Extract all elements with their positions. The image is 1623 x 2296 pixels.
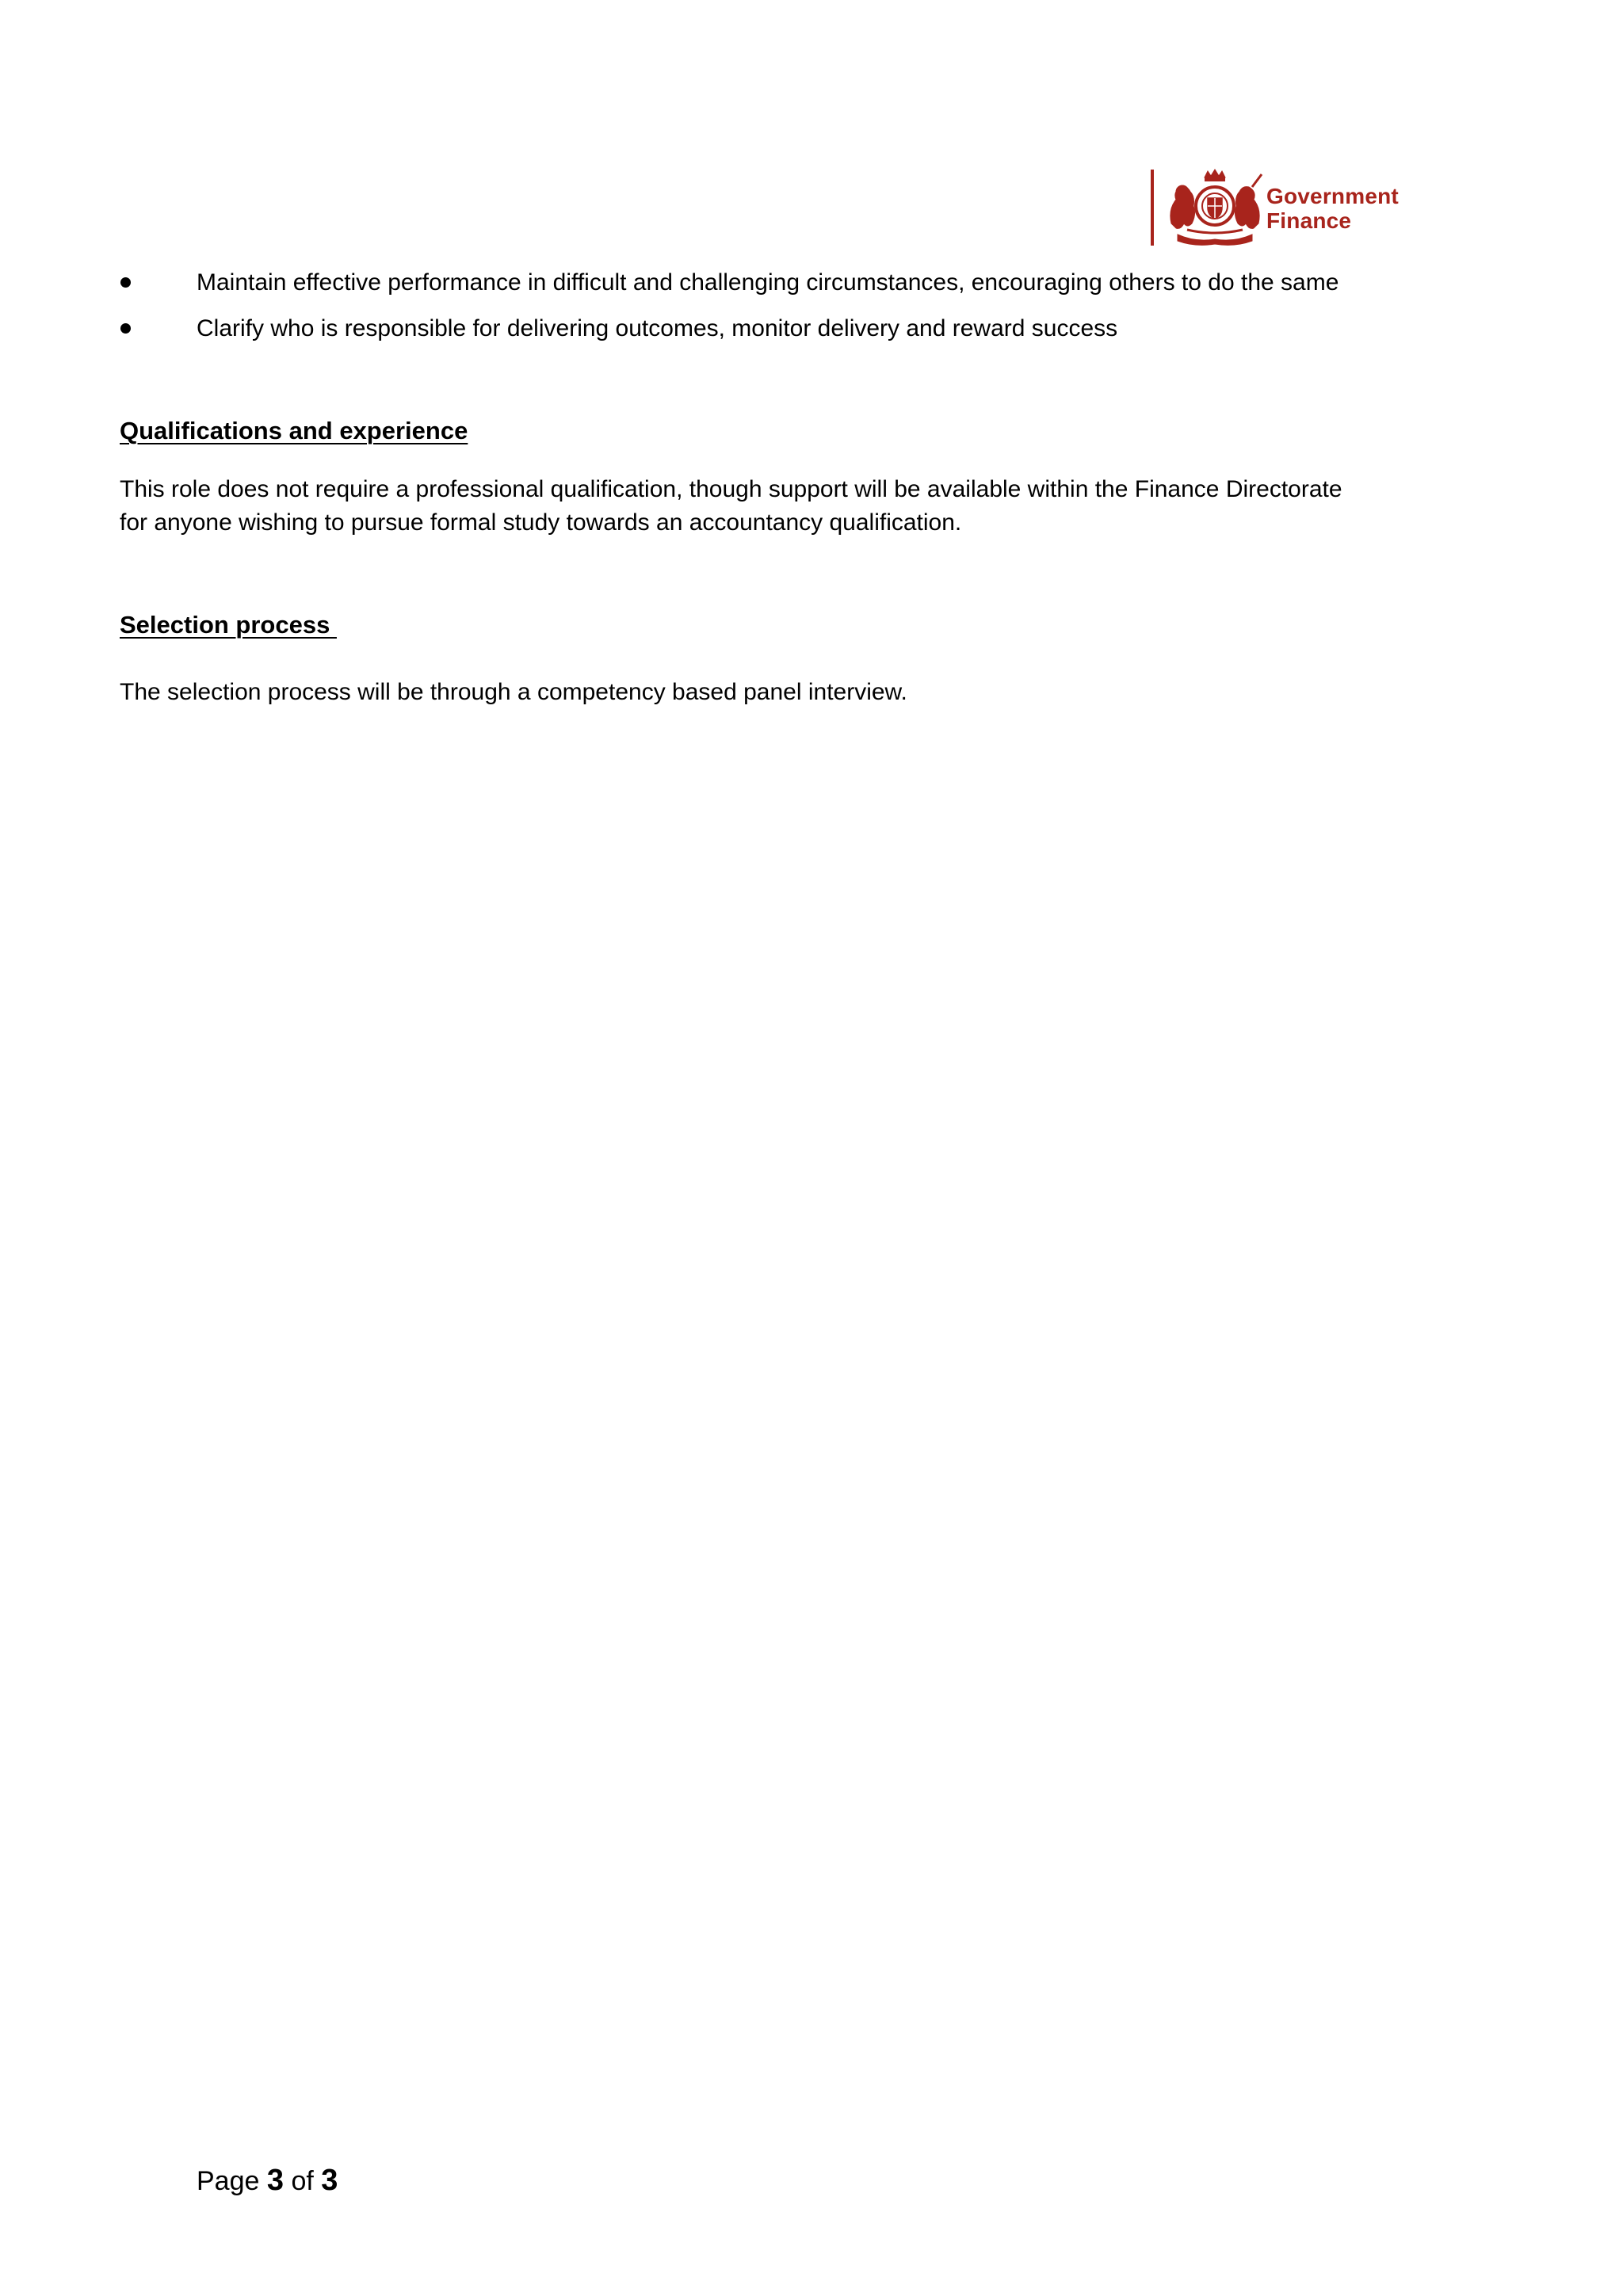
selection-paragraph: The selection process will be through a competency based panel interview. (120, 679, 907, 705)
qualifications-line-1: This role does not require a professional qualification, though support will be available within the Finance Directorate (120, 476, 1342, 502)
royal-coat-of-arms-icon (1163, 168, 1266, 247)
logo-divider (1151, 170, 1154, 246)
footer-total-pages: 3 (321, 2164, 338, 2197)
list-item (117, 312, 1465, 345)
footer-current-page: 3 (266, 2164, 284, 2197)
government-finance-logo (1151, 168, 1420, 247)
qualifications-line-2: for anyone wishing to pursue formal study towards an accountancy qualification. (120, 509, 962, 536)
bullet-icon (120, 323, 131, 334)
qualifications-heading: Qualifications and experience (120, 417, 468, 444)
footer-page-word: Page (197, 2166, 260, 2196)
footer-of-word: of (291, 2166, 314, 2196)
bullet-text: Clarify who is responsible for delivering outcomes, monitor delivery and reward success (197, 315, 1118, 341)
bullet-icon (120, 277, 131, 288)
list-item (117, 266, 1465, 299)
qualifications-paragraph (120, 473, 1467, 540)
logo-line-government: Government (1266, 184, 1399, 208)
logo-wordmark (1266, 184, 1399, 233)
page-number-footer (197, 2163, 338, 2199)
competency-bullet-list (117, 266, 1465, 358)
selection-heading: Selection process (120, 611, 337, 639)
bullet-text: Maintain effective performance in difficult and challenging circumstances, encouraging others to do the same (197, 269, 1339, 296)
logo-line-finance: Finance (1266, 208, 1352, 233)
